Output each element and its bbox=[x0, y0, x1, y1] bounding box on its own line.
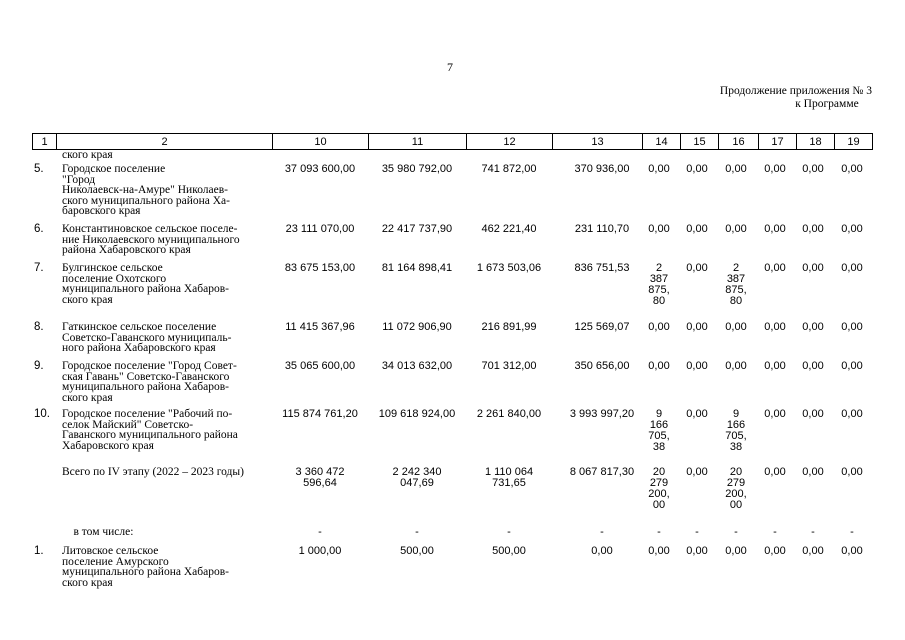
cell-col-13: - bbox=[600, 526, 604, 538]
cell-col-13: 350 656,00 bbox=[574, 360, 630, 372]
cell-col-17: 0,00 bbox=[764, 408, 786, 420]
cell-col-19: 0,00 bbox=[841, 163, 863, 175]
cell-col-14: - bbox=[657, 526, 661, 538]
cell-col-17: 0,00 bbox=[764, 360, 786, 372]
header-cell: 19 bbox=[835, 134, 873, 150]
header-cell: 17 bbox=[759, 134, 797, 150]
cell-col-18: 0,00 bbox=[802, 321, 824, 333]
cell-col-19: 0,00 bbox=[841, 408, 863, 420]
cell-col-14: 2 387 875, 80 bbox=[648, 262, 670, 307]
cell-col-11: 109 618 924,00 bbox=[378, 408, 456, 420]
cell-col-15: 0,00 bbox=[686, 163, 708, 175]
cell-col-17: 0,00 bbox=[764, 466, 786, 478]
cell-col-16: 2 387 875, 80 bbox=[725, 262, 747, 307]
cell-col-18: 0,00 bbox=[802, 545, 824, 557]
cell-col-19: 0,00 bbox=[841, 223, 863, 235]
cell-col-10: 23 111 070,00 bbox=[285, 223, 355, 235]
cell-col-14: 0,00 bbox=[648, 163, 670, 175]
row-name: Литовское сельское поселение Амурского муниципального района Хабаров- ского края bbox=[62, 545, 229, 589]
cell-col-16: 0,00 bbox=[725, 545, 747, 557]
cell-col-10: 115 874 761,20 bbox=[282, 408, 358, 420]
cell-col-19: - bbox=[850, 526, 854, 538]
row-name: Городское поселение "Город Николаевск-на-Амуре" Николаев- ского муниципального района Ха- баровского края bbox=[62, 163, 230, 217]
cell-col-11: 11 072 906,90 bbox=[382, 321, 452, 333]
cell-col-14: 0,00 bbox=[648, 321, 670, 333]
header-cell: 11 bbox=[369, 134, 467, 150]
cell-col-16: 0,00 bbox=[725, 321, 747, 333]
cell-col-11: 2 242 340 047,69 bbox=[392, 466, 442, 489]
row-name: в том числе: bbox=[62, 526, 134, 538]
cell-col-14: 0,00 bbox=[648, 545, 670, 557]
header-cell: 10 bbox=[273, 134, 369, 150]
cell-col-12: 216 891,99 bbox=[481, 321, 537, 333]
header-cell: 13 bbox=[553, 134, 643, 150]
row-name: Городское поселение "Рабочий по- селок Майский" Советско- Гаванского муниципального района Хабаровского края bbox=[62, 408, 238, 452]
cell-col-18: 0,00 bbox=[802, 223, 824, 235]
cell-col-15: 0,00 bbox=[686, 466, 708, 478]
appendix-caption bbox=[720, 85, 872, 111]
appendix-line-1: Продолжение приложения № 3 bbox=[719, 85, 872, 97]
cell-col-18: 0,00 bbox=[802, 408, 824, 420]
cell-col-10: 83 675 153,00 bbox=[284, 262, 356, 274]
cell-col-16: 0,00 bbox=[725, 163, 747, 175]
cell-col-15: 0,00 bbox=[686, 360, 708, 372]
header-row bbox=[33, 134, 873, 150]
header-cell: 2 bbox=[57, 134, 273, 150]
cell-col-13: 836 751,53 bbox=[574, 262, 630, 274]
cell-col-10: - bbox=[318, 526, 322, 538]
row-index: 9. bbox=[34, 360, 44, 372]
cell-col-11: 500,00 bbox=[400, 545, 434, 557]
row-name: Гаткинское сельское поселение Советско-Гаванского муниципаль- ного района Хабаровского края bbox=[62, 321, 232, 354]
cell-col-19: 0,00 bbox=[841, 545, 863, 557]
cell-col-12: - bbox=[507, 526, 511, 538]
cell-col-11: 35 980 792,00 bbox=[381, 163, 453, 175]
cell-col-19: 0,00 bbox=[841, 360, 863, 372]
cell-col-12: 1 110 064 731,65 bbox=[484, 466, 534, 489]
appendix-line-2: к Программе bbox=[795, 98, 859, 110]
cell-col-17: - bbox=[773, 526, 777, 538]
cell-col-13: 125 569,07 bbox=[574, 321, 630, 333]
cell-col-13: 0,00 bbox=[591, 545, 613, 557]
cell-col-14: 0,00 bbox=[648, 360, 670, 372]
cell-col-16: 0,00 bbox=[725, 223, 747, 235]
cell-col-15: 0,00 bbox=[686, 408, 708, 420]
cell-col-18: 0,00 bbox=[802, 163, 824, 175]
cell-col-10: 1 000,00 bbox=[298, 545, 342, 557]
row-name: Константиновское сельское поселе- ние Николаевского муниципального района Хабаровского края bbox=[62, 223, 240, 256]
cell-col-11: 22 417 737,90 bbox=[381, 223, 453, 235]
cell-col-18: 0,00 bbox=[802, 262, 824, 274]
cell-col-11: 34 013 632,00 bbox=[381, 360, 453, 372]
header-cell: 1 bbox=[33, 134, 57, 150]
cell-col-16: 0,00 bbox=[725, 360, 747, 372]
cell-col-12: 2 261 840,00 bbox=[476, 408, 542, 420]
cell-col-19: 0,00 bbox=[841, 262, 863, 274]
row-name: Булгинское сельское поселение Охотского муниципального района Хабаров- ского края bbox=[62, 262, 229, 306]
row-name: Городское поселение "Город Совет- ская Гавань" Советско-Гаванского муниципального района Хабаров- ского края bbox=[62, 360, 237, 404]
cell-col-10: 3 360 472 596,64 bbox=[295, 466, 345, 489]
cell-col-18: 0,00 bbox=[802, 360, 824, 372]
header-cell: 18 bbox=[797, 134, 835, 150]
row-index: 1. bbox=[34, 545, 44, 557]
cell-col-14: 9 166 705, 38 bbox=[648, 408, 670, 453]
cell-col-17: 0,00 bbox=[764, 262, 786, 274]
cell-col-14: 20 279 200, 00 bbox=[648, 466, 670, 511]
row-index: 6. bbox=[34, 223, 44, 235]
cell-col-10: 35 065 600,00 bbox=[284, 360, 356, 372]
row-name: Всего по IV этапу (2022 – 2023 годы) bbox=[62, 466, 244, 478]
header-cell: 14 bbox=[643, 134, 681, 150]
cell-col-18: - bbox=[811, 526, 815, 538]
cell-col-10: 37 093 600,00 bbox=[284, 163, 356, 175]
row-index: 10. bbox=[34, 408, 50, 420]
cell-col-17: 0,00 bbox=[764, 223, 786, 235]
cell-col-15: 0,00 bbox=[686, 262, 708, 274]
carryover-text: ского края bbox=[62, 149, 113, 161]
cell-col-15: 0,00 bbox=[686, 545, 708, 557]
cell-col-13: 8 067 817,30 bbox=[569, 466, 635, 478]
cell-col-11: - bbox=[415, 526, 419, 538]
cell-col-12: 701 312,00 bbox=[481, 360, 537, 372]
page-number: 7 bbox=[447, 60, 453, 74]
row-index: 8. bbox=[34, 321, 44, 333]
header-cell: 16 bbox=[719, 134, 759, 150]
cell-col-12: 741 872,00 bbox=[481, 163, 537, 175]
cell-col-17: 0,00 bbox=[764, 545, 786, 557]
row-index: 5. bbox=[34, 163, 44, 175]
column-number-header bbox=[32, 133, 873, 150]
cell-col-13: 3 993 997,20 bbox=[569, 408, 635, 420]
cell-col-17: 0,00 bbox=[764, 163, 786, 175]
row-index: 7. bbox=[34, 262, 44, 274]
cell-col-18: 0,00 bbox=[802, 466, 824, 478]
header-cell: 12 bbox=[467, 134, 553, 150]
cell-col-16: 9 166 705, 38 bbox=[725, 408, 747, 453]
cell-col-11: 81 164 898,41 bbox=[381, 262, 453, 274]
cell-col-15: - bbox=[695, 526, 699, 538]
cell-col-12: 462 221,40 bbox=[481, 223, 537, 235]
header-cell: 15 bbox=[681, 134, 719, 150]
cell-col-16: - bbox=[734, 526, 738, 538]
cell-col-19: 0,00 bbox=[841, 466, 863, 478]
cell-col-13: 231 110,70 bbox=[574, 223, 630, 235]
cell-col-12: 500,00 bbox=[492, 545, 526, 557]
cell-col-15: 0,00 bbox=[686, 321, 708, 333]
cell-col-13: 370 936,00 bbox=[574, 163, 630, 175]
cell-col-14: 0,00 bbox=[648, 223, 670, 235]
cell-col-15: 0,00 bbox=[686, 223, 708, 235]
cell-col-19: 0,00 bbox=[841, 321, 863, 333]
cell-col-17: 0,00 bbox=[764, 321, 786, 333]
cell-col-12: 1 673 503,06 bbox=[476, 262, 542, 274]
cell-col-16: 20 279 200, 00 bbox=[725, 466, 747, 511]
cell-col-10: 11 415 367,96 bbox=[285, 321, 355, 333]
